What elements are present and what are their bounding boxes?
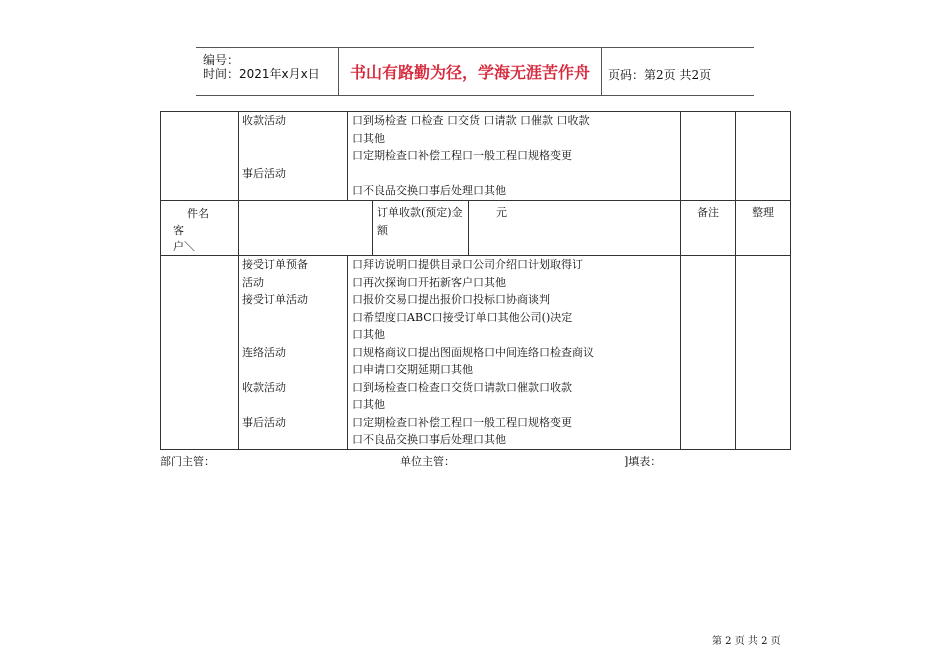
option-line: 口其他 [352,131,385,145]
activity-line: 接受订单活动 [242,293,308,306]
page-number: 第 2 页 共 2 页 [712,636,781,647]
unit-head-label: 单位主管： [400,455,455,468]
remark-cell [681,112,736,201]
options-cell [348,256,681,450]
customer-label-part1: 件名 [187,207,209,220]
motto: 书山有路勤为径，学海无涯苦作舟 [338,48,602,95]
option-line: 口再次探询口开拓新客户口其他 [352,275,506,289]
option-line: 口拜访说明口提供目录口公司介绍口计划取得订 [352,258,583,271]
number-label: 编号： [203,53,240,67]
option-line: 口其他 [352,328,385,341]
customer-label-part3: 户＼ [173,240,195,253]
option-line: 口其他 [352,398,385,411]
remark-label: 备注 [697,206,719,219]
sort-cell [736,256,791,450]
customer-header-cell [161,201,239,256]
option-line: 口到场检查口检查口交货口请款口催款口收款 [352,380,572,394]
customer-label-part2: 客 [173,224,184,237]
section-b-row [161,256,791,450]
customer-cell [161,256,239,450]
option-line: 口申请口交期延期口其他 [352,363,473,376]
option-line [352,165,680,183]
activity-line [242,361,347,379]
activity-line [242,147,347,165]
remark-cell [681,256,736,450]
header-info [196,48,338,95]
customer-cell [161,112,239,201]
page-label: 页码：第2页 共2页 [608,68,712,82]
section-a-row [161,112,791,201]
option-line: 口到场检查 口检查 口交货 口请款 口催款 口收款 [352,114,590,127]
option-line: 口报价交易口提出报价口投标口协商谈判 [352,293,550,306]
option-line: 口不良品交换口事后处理口其他 [352,184,506,197]
option-line: 口定期检查口补偿工程口一般工程口规格变更 [352,149,572,162]
activity-line: 活动 [242,275,264,289]
sort-label: 整理 [752,206,774,219]
blank-cell [239,201,373,256]
activity-line: 收款活动 [242,114,286,127]
activity-line: 收款活动 [242,380,286,394]
activity-line [242,309,347,327]
activity-line: 接受订单预备 [242,258,308,271]
sort-header-cell [736,201,791,256]
activity-line [242,326,347,344]
activity-line [242,396,347,414]
currency-label: 元 [496,206,507,219]
activity-line [242,431,347,449]
activity-line: 连络活动 [242,345,286,359]
activity-cell [239,112,348,201]
activity-line: 事后活动 [242,415,286,429]
remark-header-cell [681,201,736,256]
dept-head-label: 部门主管： [160,455,215,468]
activity-line: 事后活动 [242,166,286,180]
activity-line [242,182,347,200]
middle-row [161,201,791,256]
filler-label: ]填表： [624,455,662,468]
order-amount-cell [373,201,469,256]
sales-activity-table [160,111,791,450]
option-line: 口定期检查口补偿工程口一般工程口规格变更 [352,415,572,429]
options-cell [348,112,681,201]
option-line: 口规格商议口提出图面规格口中间连络口检查商议 [352,345,594,359]
option-line: 口希望度口ABC口接受订单口其他公司()决定 [352,310,573,324]
option-line: 口不良品交换口事后处理口其他 [352,433,506,446]
order-amount-label: 订单收款(预定)金额 [377,206,463,237]
sort-cell [736,112,791,201]
time-label: 时间：2021年x月x日 [203,67,320,81]
document-header [196,47,754,96]
activity-line [242,130,347,148]
currency-cell [469,201,681,256]
activity-cell [239,256,348,450]
